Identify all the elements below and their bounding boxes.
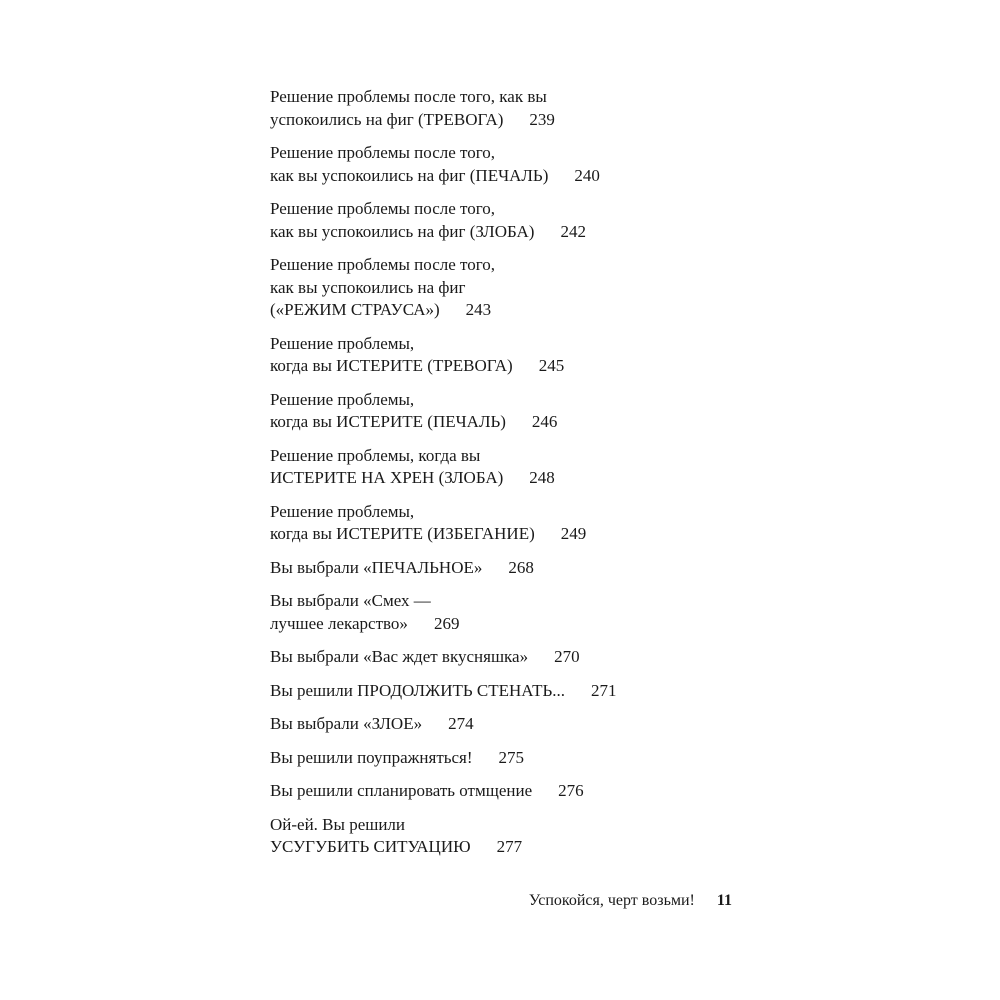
toc-entry (270, 780, 710, 803)
toc-page-number: 249 (560, 524, 587, 543)
toc-page-number: 270 (554, 647, 580, 666)
toc-entry-text: Вы выбрали «ПЕЧАЛЬНОЕ» (270, 557, 483, 577)
toc-entry-text: Решение проблемы, (270, 389, 415, 409)
toc-entry-line (270, 780, 710, 803)
toc-entry (270, 557, 710, 580)
toc-entry-line (270, 836, 710, 859)
toc-entry-line (270, 613, 710, 636)
toc-entry (270, 713, 710, 736)
page-number: 11 (716, 892, 732, 909)
toc-entry-text: Решение проблемы после того, (270, 143, 496, 162)
toc-entry (270, 333, 710, 378)
toc-entry-line (270, 165, 710, 188)
toc-entry-text: Решение проблемы после того, (270, 255, 496, 274)
toc-entry (270, 198, 710, 243)
toc-page-number: 246 (531, 412, 558, 431)
toc-page-number: 239 (529, 109, 555, 129)
toc-entry-text: как вы успокоились на фиг (ЗЛОБА) (270, 221, 535, 241)
running-title: Успокойся, черт возьми! (528, 892, 695, 909)
toc-entry-line (270, 198, 710, 221)
toc-entry-line (270, 680, 710, 703)
toc-page-number: 248 (529, 468, 555, 487)
toc-entry-text: когда вы ИСТЕРИТЕ (ТРЕВОГА) (270, 356, 513, 375)
toc-entry-text: Вы решили поупражняться! (270, 747, 473, 767)
toc-entry-line (270, 411, 710, 434)
toc-entry-text: Вы выбрали «Смех — (270, 591, 431, 610)
toc-entry-text: Вы решили спланировать отмщение (270, 781, 533, 800)
toc-entry-line (270, 86, 710, 109)
toc-entry-line (270, 646, 710, 669)
toc-entry-text: Решение проблемы, (270, 501, 415, 521)
toc-entry (270, 646, 710, 669)
toc-entry (270, 389, 710, 434)
toc-page-number: 271 (590, 680, 617, 700)
toc-entry-line (270, 389, 710, 412)
toc-entry (270, 680, 710, 703)
toc-entry (270, 445, 710, 490)
toc-entry-line (270, 333, 710, 356)
toc-entry-line (270, 109, 710, 132)
toc-entry (270, 142, 710, 187)
toc-entry-text: Вы выбрали «ЗЛОЕ» (270, 714, 423, 733)
toc-entry-text: Вы решили ПРОДОЛЖИТЬ СТЕНАТЬ... (270, 680, 565, 700)
toc-entry-line (270, 355, 710, 378)
toc-entry (270, 814, 710, 859)
toc-entry-line (270, 254, 710, 277)
toc-entry-text: успокоились на фиг (ТРЕВОГА) (270, 109, 504, 129)
toc-page-number: 277 (496, 837, 523, 856)
toc-entry-line (270, 277, 710, 300)
toc-entry-line (270, 221, 710, 244)
toc-entry-line (270, 523, 710, 546)
toc-entry-text: как вы успокоились на фиг (ПЕЧАЛЬ) (270, 165, 549, 185)
table-of-contents (270, 86, 710, 870)
toc-page-number: 240 (574, 165, 600, 185)
toc-entry (270, 590, 710, 635)
toc-entry-line (270, 747, 710, 770)
toc-entry-text: когда вы ИСТЕРИТЕ (ИЗБЕГАНИЕ) (270, 524, 535, 543)
toc-page-number: 268 (508, 557, 534, 577)
toc-page-number: 243 (465, 300, 492, 319)
toc-entry-line (270, 299, 710, 322)
toc-entry-text: Решение проблемы, (270, 333, 415, 353)
page-footer (529, 890, 732, 912)
toc-entry-text: когда вы ИСТЕРИТЕ (ПЕЧАЛЬ) (270, 412, 506, 431)
toc-page-number: 274 (448, 714, 474, 733)
toc-entry-line (270, 501, 710, 524)
toc-entry (270, 86, 710, 131)
toc-entry-line (270, 814, 710, 837)
toc-entry-text: Вы выбрали «Вас ждет вкусняшка» (270, 647, 529, 666)
toc-entry-text: лучшее лекарство» (270, 613, 408, 633)
toc-entry-line (270, 445, 710, 468)
toc-entry-text: («РЕЖИМ СТРАУСА») (270, 300, 440, 319)
toc-page-number: 242 (560, 221, 586, 241)
toc-entry-line (270, 142, 710, 165)
toc-entry-text: Решение проблемы после того, как вы (270, 87, 547, 106)
toc-entry-text: Решение проблемы после того, (270, 199, 496, 218)
toc-entry-text: УСУГУБИТЬ СИТУАЦИЮ (270, 837, 471, 856)
toc-entry (270, 254, 710, 322)
toc-page-number: 275 (498, 747, 525, 767)
toc-entry-text: Ой-ей. Вы решили (270, 814, 406, 834)
toc-entry-line (270, 557, 710, 580)
toc-entry-line (270, 590, 710, 613)
toc-entry (270, 501, 710, 546)
toc-page-number: 276 (558, 781, 584, 800)
toc-entry-line (270, 713, 710, 736)
toc-entry-text: как вы успокоились на фиг (270, 277, 466, 297)
toc-page-number: 269 (433, 613, 460, 633)
toc-entry (270, 747, 710, 770)
toc-entry-line (270, 467, 710, 490)
toc-entry-text: Решение проблемы, когда вы (270, 445, 481, 465)
toc-entry-text: ИСТЕРИТЕ НА ХРЕН (ЗЛОБА) (270, 468, 504, 487)
toc-page-number: 245 (538, 356, 565, 375)
